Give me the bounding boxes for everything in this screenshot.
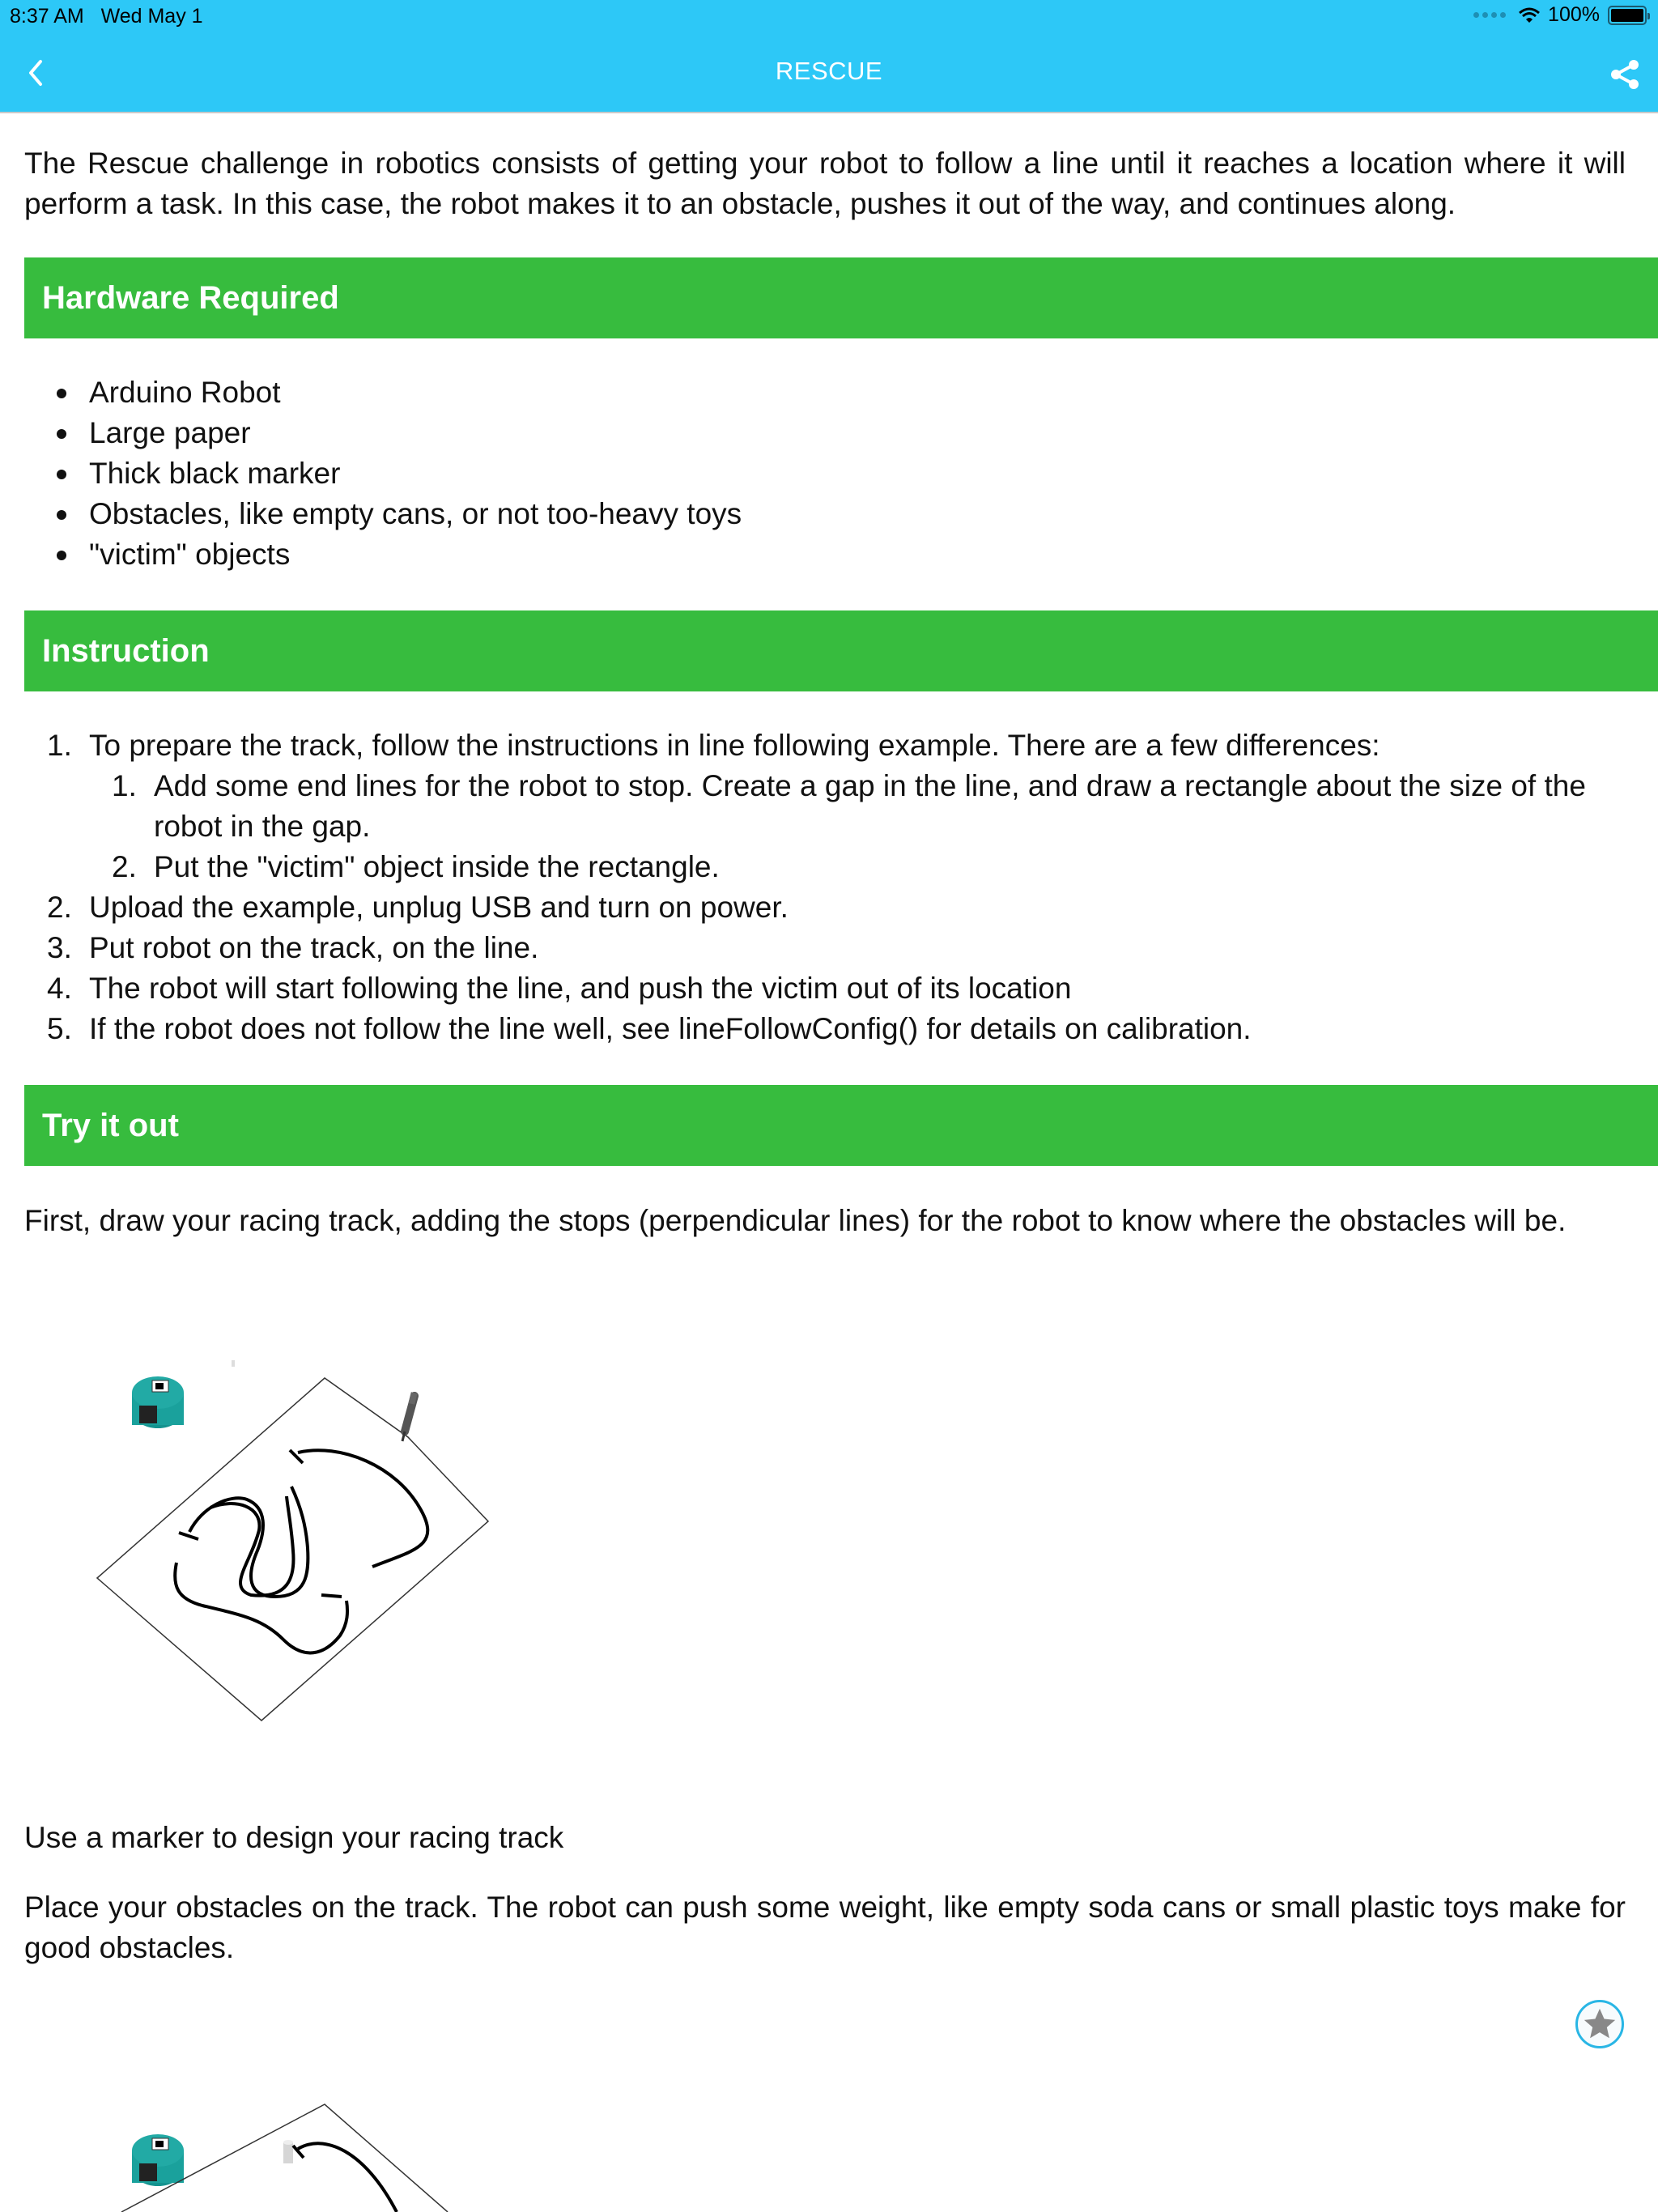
robot-icon (132, 1360, 235, 1428)
instruction-step (0, 928, 1658, 968)
step-number: 1. (112, 769, 137, 802)
instruction-step (0, 1009, 1658, 1049)
top-bar (0, 0, 1658, 113)
hardware-list (0, 372, 742, 575)
step-text: Upload the example, unplug USB and turn on power. (89, 891, 789, 924)
intro-paragraph: The Rescue challenge in robotics consists of getting your robot to follow a line until it reaches a location where it will perform a task. In this case, the robot makes it to an obstacle, pushes it out of the way, and continues along. (24, 147, 1626, 220)
track-illustration (81, 1336, 745, 1741)
hardware-item: Obstacles, like empty cans, or not too-heavy toys (0, 494, 742, 534)
step-text: Add some end lines for the robot to stop. Create a gap in the line, and draw a rectangle about the size of the robot in the gap. (154, 769, 1586, 843)
status-bar-time (10, 5, 203, 28)
step-text: If the robot does not follow the line well, see lineFollowConfig() for details on calibration. (89, 1012, 1252, 1045)
instruction-substep (0, 766, 1658, 847)
hardware-item: Thick black marker (0, 453, 742, 494)
wifi-icon (1519, 7, 1540, 23)
step-number: 3. (47, 931, 72, 964)
step-number: 4. (47, 972, 72, 1005)
try-paragraph-1: First, draw your racing track, adding the stops (perpendicular lines) for the robot to know where the obstacles will be. (24, 1204, 1567, 1237)
step-text: The robot will start following the line, and push the victim out of its location (89, 972, 1072, 1005)
robot-icon (132, 2134, 184, 2186)
obstacle-can-icon (283, 2140, 293, 2163)
status-date: Wed May 1 (100, 5, 203, 28)
status-bar-right (1473, 3, 1647, 27)
share-icon (1608, 57, 1643, 92)
instruction-substep (0, 847, 1658, 887)
section-header-instruction: Instruction (24, 610, 1658, 691)
instruction-list (0, 725, 1658, 1049)
page-title: RESCUE (775, 57, 883, 85)
hardware-item: Large paper (0, 413, 742, 453)
step-number: 2. (47, 891, 72, 924)
signal-icon (1473, 12, 1506, 18)
step-number: 2. (112, 850, 137, 883)
step-number: 1. (47, 729, 72, 762)
step-number: 5. (47, 1012, 72, 1045)
hardware-item: "victim" objects (0, 534, 742, 575)
instruction-step (0, 725, 1658, 766)
marker-icon (402, 1392, 418, 1441)
step-text: To prepare the track, follow the instructions in line following example. There are a few differences: (89, 729, 1380, 762)
step-text: Put robot on the track, on the line. (89, 931, 539, 964)
share-button[interactable] (1608, 57, 1643, 92)
battery-percent: 100% (1548, 3, 1600, 26)
battery-icon (1608, 6, 1647, 25)
try-paragraph-2: Place your obstacles on the track. The robot can push some weight, like empty soda cans or small plastic toys make for good obstacles. (24, 1891, 1626, 1964)
status-time: 8:37 AM (10, 5, 84, 28)
robot-obstacle-figure (81, 2097, 745, 2212)
robot-track-figure (81, 1336, 745, 1745)
obstacle-illustration (81, 2097, 745, 2212)
stop-line (321, 1595, 342, 1597)
star-icon (1581, 2006, 1618, 2043)
hardware-item: Arduino Robot (0, 372, 742, 413)
instruction-step (0, 887, 1658, 928)
figure-caption: Use a marker to design your racing track (24, 1821, 564, 1854)
instruction-step (0, 968, 1658, 1009)
step-text: Put the "victim" object inside the rectangle. (154, 850, 720, 883)
section-header-hardware: Hardware Required (24, 257, 1658, 338)
section-header-try-it-out: Try it out (24, 1085, 1658, 1166)
favorite-button[interactable] (1575, 2000, 1624, 2048)
